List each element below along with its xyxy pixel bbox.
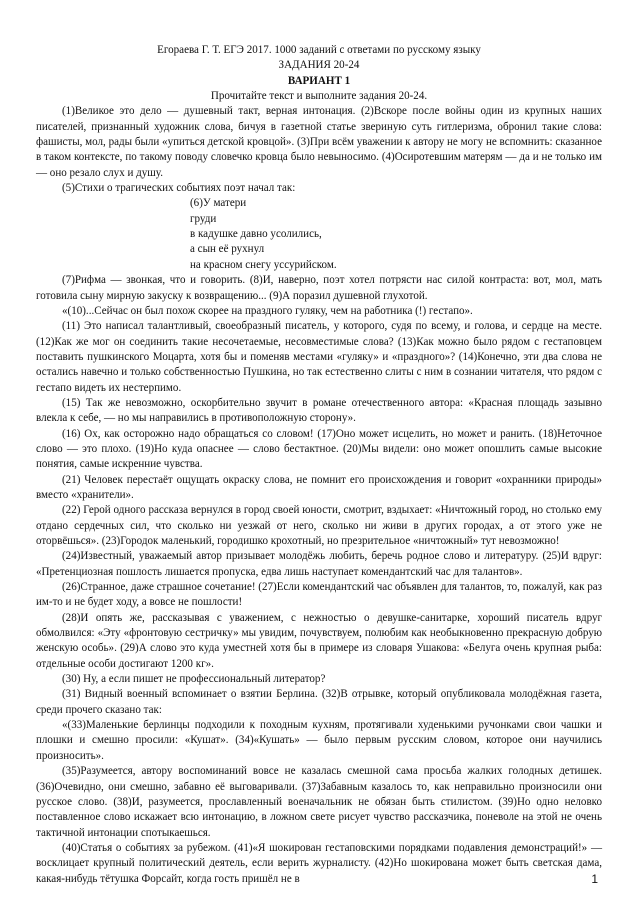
paragraph-2: (5)Стихи о трагических событиях поэт начал так: (62, 182, 296, 195)
poem-line: (6)У матери (190, 197, 247, 210)
paragraph-12: (28)И опять же, рассказывая с уважением, с нежностью о девушке-санитарке, хороший писатель вдруг обмолвился: «Эту «фронтовую сестричку» мы увидим, почувствуем, полюбим как необыкновенно прекрасную добрую женскую особь». (29)А слово это куда уместней хотя бы в примере из словаря Ушакова: «Белуга очень крупная рыба: отдельные особи достигают 1200 кг». (36, 611, 602, 670)
paragraph-1: (1)Великое это дело — душевный такт, верная интонация. (2)Вскоре после войны один из крупных наших писателей, признанный художник слова, бичуя в газетной статье звериную суть гитлеризма, обронил такие слова: фашисты, мол, рады были «упиться детской кровцой». (3)При всём уважении к автору не могу не вспомнить: сказанное в таком контексте, по такому поводу словечко кровца было невыносимо. (4)Осиротевшим матерям — да и не только им — оно резало слух и душу. (36, 105, 602, 179)
paragraph-15: «(33)Маленькие берлинцы подходили к походным кухням, протягивали худенькими ручонками свои чашки и плошки и смешно просили: «Кушат». (34)«Кушать» — было первым русским словом, которое они научились произносить». (36, 719, 602, 762)
source-line: Егораева Г. Т. ЕГЭ 2017. 1000 заданий с ответами по русскому языку (157, 44, 481, 56)
tasks-heading: ЗАДАНИЯ 20-24 (278, 59, 360, 72)
paragraph-17: (40)Статья о событиях за рубежом. (41)«Я шокирован гестаповскими порядками подавления демонстраций!» — восклицает крупный политический деятель, если верить журналисту. (42)Но шокирована может быть светская дама, какая-нибудь тётушка Форсайт, когда гость пришёл не в (36, 841, 602, 885)
paragraph-16: (35)Разумеется, автору воспоминаний вовсе не казалась смешной сама просьба жалких голодных детишек. (36)Очевидно, они смешно, забавно её выговаривали. (37)Забавным казалось то, как неправильно произносили они русское слово. (38)И, разумеется, прославленный военачальник не обязан быть стилистом. (39)Но одно неловко поставленное слово искажает всю интонацию, в ложном свете рисует чувство рассказчика, поневоле на этой не очень тактичной интонации спотыкаешься. (36, 765, 602, 839)
document-text (36, 43, 602, 887)
paragraph-14: (31) Видный военный вспоминает о взятии Берлина. (32)В отрывке, который опубликовала молодёжная газета, среди прочего сказано так: (36, 688, 602, 716)
paragraph-5: (11) Это написал талантливый, своеобразный писатель, у которого, судя по всему, и голова, и сердце на месте. (12)Как же мог он соединить такие несочетаемые, несовместимые слова? (13)Как можно было рядом с гестаповцем поставить пушкинского Моцарта, хотя бы и поменяв местами «гуляку» и «праздного»? (14)Конечно, эти два слова не остались навечно и только собственностью Пушкина, но так естественно слиты с ним в сознании читателя, что рядом с гестапо видеть их нестерпимо. (36, 320, 602, 394)
instruction-line: Прочитайте текст и выполните задания 20-24. (210, 90, 428, 103)
poem-line: груди (190, 212, 217, 225)
paragraph-8: (21) Человек перестаёт ощущать окраску слова, не помнит его происхождения и говорит «охранники природы» вместо «хранители». (36, 473, 602, 501)
paragraph-4: «(10)...Сейчас он был похож скорее на праздного гуляку, чем на работника (!) гестапо». (62, 304, 473, 317)
paragraph-7: (16) Ох, как осторожно надо обращаться со словом! (17)Оно может исцелить, но может и ранить. (18)Неточное слово — это плохо. (19)Но куда опаснее — слово бестактное. (20)Мы видели: оно может опошлить самые высокие понятия, самые искренние чувства. (36, 427, 602, 471)
page-number: 1 (591, 872, 598, 886)
paragraph-10: (24)Известный, уважаемый автор призывает молодёжь любить, беречь родное слово и литературу. (25)И вдруг: «Претенциозная пошлость лишается пропуска, едва лишь наступает комендантский час для талантов». (36, 550, 602, 578)
paragraph-3: (7)Рифма — звонкая, что и говорить. (8)И, наверно, поэт хотел потрясти нас силой контраста: вот, мол, мать готовила сыну мирную закуску к возвращению... (9)А поразил душевной глухотой. (36, 274, 602, 302)
paragraph-11: (26)Странное, даже страшное сочетание! (27)Если комендантский час объявлен для талантов, то, пожалуй, как раз им-то и не будет ходу, а вовсе не пошлости! (36, 581, 602, 609)
paragraph-13: (30) Ну, а если пишет не профессиональный литератор? (62, 673, 326, 686)
variant-heading: ВАРИАНТ 1 (287, 74, 351, 87)
poem-line: а сын её рухнул (190, 243, 265, 256)
paragraph-9: (22) Герой одного рассказа вернулся в город своей юности, смотрит, вздыхает: «Ничтожный город, но столько ему отдано сердечных сил, что сколько ни уезжай от него, сколько ни живи в других городах, а от этого уже не оторвёшься». (23)Городок маленький, городишко крохотный, но презрительное «ничтожный» тут невозможно! (36, 504, 602, 547)
poem-line: на красном снегу уссурийском. (190, 258, 337, 271)
poem-block (190, 196, 602, 273)
paragraph-6: (15) Так же невозможно, оскорбительно звучит в романе отечественного автора: «Красная площадь зазывно влекла к себе, — но мы направились в противоположную сторону». (36, 396, 602, 425)
poem-line: в кадушке давно усолились, (190, 228, 322, 241)
